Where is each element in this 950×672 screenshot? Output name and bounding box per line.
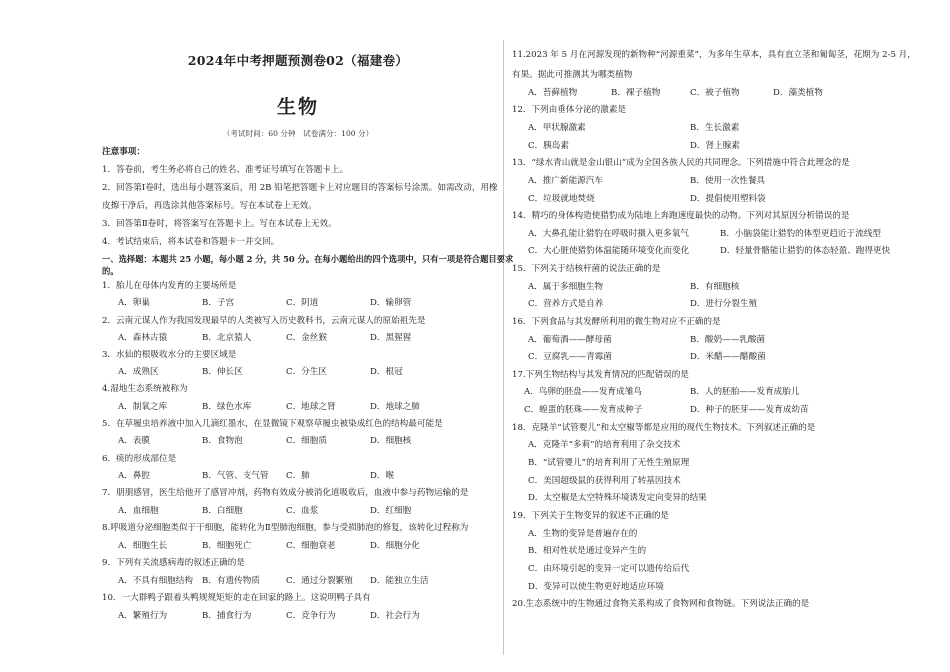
option: B．相对性状是通过变异产生的	[528, 546, 647, 556]
option: D．提倡使用塑料袋	[690, 194, 766, 204]
question-stem: 3．水仙的根吸收水分的主要区域是	[102, 350, 237, 360]
option: D．米醋——醋酸菌	[690, 352, 766, 362]
option-row	[528, 246, 890, 257]
option: A．不具有细胞结构	[118, 576, 193, 586]
option-row	[528, 141, 740, 152]
option: D．细胞分化	[370, 541, 420, 551]
question-stem: 14．精巧的身体构造使猎豹成为陆地上奔跑速度最快的动物。下列对其原因分析错误的是	[512, 211, 850, 221]
question-stem: 2．云南元谋人作为我国发现最早的人类被写入历史教科书，云南元谋人的原始祖先是	[102, 316, 426, 326]
option: C．分生区	[286, 367, 327, 377]
option-row	[528, 335, 765, 346]
notes-heading: 注意事项：	[102, 147, 145, 157]
option: C．大心脏使猎豹体温能随环境变化而变化	[528, 246, 690, 256]
option: B．小脑袋能让猎豹的体型更趋近于流线型	[720, 229, 882, 239]
option: B．白细胞	[202, 506, 243, 516]
option: C．美国超级鼠的获得利用了转基因技术	[528, 476, 681, 486]
option: A．属于多细胞生物	[528, 282, 603, 292]
option: A．制氧之库	[118, 402, 168, 412]
option: D．进行分裂生殖	[690, 299, 758, 309]
option: D．太空椒是太空特殊环境诱发定向变异的结果	[528, 493, 707, 503]
question-stem: 12．下列由垂体分泌的激素是	[512, 105, 627, 115]
option: A．鼻腔	[118, 471, 150, 481]
question-stem: 15．下列关于结核杆菌的说法正确的是	[512, 264, 661, 274]
question-stem: 13．“绿水青山就是金山银山”成为全国各族人民的共同理念。下列措施中符合此理念的是	[512, 158, 850, 168]
option: D．红细胞	[370, 506, 412, 516]
option: C．蝗蛋的胚珠——发育成种子	[524, 405, 643, 415]
option: A．葡萄酒——酵母菌	[528, 335, 612, 345]
option: C．胰岛素	[528, 141, 569, 151]
question-stem: 4.湿地生态系统被称为	[102, 384, 188, 394]
option: C．被子植物	[690, 88, 740, 98]
option-row	[528, 194, 766, 205]
option: B．有遗传物质	[202, 576, 260, 586]
option: B．伸长区	[202, 367, 243, 377]
column-divider	[503, 40, 504, 655]
option: D．能独立生活	[370, 576, 429, 586]
option: D．变异可以使生物更好地适应环境	[528, 582, 664, 592]
question-stem: 10．一大群鸭子跟着头鸭规规矩矩的走在回家的路上。这说明鸭子具有	[102, 593, 371, 603]
option: B．捕食行为	[202, 611, 252, 621]
option: A．森林古猿	[118, 333, 168, 343]
question-stem: 16．下列食品与其发酵所利用的微生物对应不正确的是	[512, 317, 721, 327]
option: B．子宫	[202, 298, 235, 308]
option: A．繁殖行为	[118, 611, 168, 621]
question-stem: 17.下列生物结构与其发育情况的匹配错误的是	[512, 370, 689, 380]
option: A．生物的变异是普遍存在的	[528, 529, 638, 539]
option: A．甲状腺激素	[528, 123, 586, 133]
exam-meta: （考试时间：60 分钟 试卷满分：100 分）	[222, 129, 374, 138]
option: A．成熟区	[118, 367, 159, 377]
option: D．黑猩猩	[370, 333, 412, 343]
section-instruction: 一、选择题：本题共 25 小题，每小题 2 分，共 50 分。在每小题给出的四个选项中，只有一项是符合题目要求	[102, 254, 514, 264]
option: B．气管、支气管	[202, 471, 269, 481]
question-stem: 8.呼吸道分泌细胞类似于干细胞，能转化为Ⅱ型肺泡细胞，参与受损肺泡的修复，该转化过程称为	[102, 523, 469, 533]
option: C．通过分裂繁殖	[286, 576, 353, 586]
option: C．竞争行为	[286, 611, 336, 621]
option: A．卵巢	[118, 298, 150, 308]
option-row	[118, 471, 394, 482]
option: B．人的胚胎——发育成胎儿	[690, 387, 800, 397]
note-line: 3．回答第Ⅱ卷时，将答案写在答题卡上。写在本试卷上无效。	[102, 219, 337, 229]
option-row	[528, 282, 739, 293]
question-stem: 18．克隆羊“试管婴儿”和太空椒等都是应用的现代生物技术。下列叙述正确的是	[512, 423, 816, 433]
option: B．食物泡	[202, 436, 243, 446]
option: D．根冠	[370, 367, 403, 377]
question-stem: 6．痰的形成部位是	[102, 454, 177, 464]
option-row	[528, 88, 823, 99]
option: D．轻量骨骼能让猎豹的体态轻盈、跑得更快	[720, 246, 891, 256]
option: D．肾上腺素	[690, 141, 740, 151]
option: A．苔藓植物	[528, 88, 578, 98]
option: D．喉	[370, 471, 395, 481]
option: B．酸奶——乳酸菌	[690, 335, 766, 345]
option-row	[118, 506, 411, 517]
option: B．裸子植物	[611, 88, 661, 98]
option-row	[524, 387, 799, 398]
option: C．垃圾就地焚烧	[528, 194, 595, 204]
option: D．社会行为	[370, 611, 420, 621]
question-stem: 5．在草履虫培养液中加入几滴红墨水，在显微镜下观察草履虫被染成红色的结构最可能是	[102, 419, 443, 429]
subject-title: 生物	[276, 96, 319, 118]
exam-title: 2024年中考押题预测卷02（福建卷）	[187, 53, 409, 68]
option: C．血浆	[286, 506, 319, 516]
option: A．血细胞	[118, 506, 159, 516]
option: A．鸟卵的胚盘——发育成雏鸟	[524, 387, 642, 397]
option: B．生长激素	[690, 123, 740, 133]
option: D．输卵管	[370, 298, 412, 308]
option-row	[528, 176, 765, 187]
option: B．北京猿人	[202, 333, 252, 343]
option: C．营养方式是自养	[528, 299, 604, 309]
option-row	[528, 299, 757, 310]
option-row	[528, 123, 739, 134]
question-stem: 9．下列有关流感病毒的叙述正确的是	[102, 558, 245, 568]
question-stem: 11.2023 年 5 月在河源发现的新物种“河源重菜”，为多年生草本，具有直立茎和匍匐茎，花期为 2-5 月，	[512, 50, 916, 60]
option-row	[118, 436, 411, 447]
option: A．大鼻孔能让猎豹在呼吸时摄入更多氧气	[528, 229, 689, 239]
note-line: 1．答卷前，考生务必将自己的姓名、准考证号填写在答题卡上。	[102, 165, 349, 175]
option: C．由环境引起的变异一定可以遗传给后代	[528, 564, 690, 574]
option: A．克隆羊“多莉”的培育利用了杂交技术	[528, 440, 681, 450]
option: C．金丝猴	[286, 333, 327, 343]
option: D．种子的胚芽——发育成幼苗	[690, 405, 809, 415]
option: D．地球之肺	[370, 402, 420, 412]
option-row	[118, 402, 420, 413]
option: A．细胞生长	[118, 541, 168, 551]
option: D．藻类植物	[773, 88, 823, 98]
option: C．阴道	[286, 298, 319, 308]
option: C．肺	[286, 471, 310, 481]
option-row	[118, 611, 420, 622]
note-line: 皮擦干净后，再选涂其他答案标号。写在本试卷上无效。	[102, 201, 317, 211]
option: A．推广新能源汽车	[528, 176, 603, 186]
option-row	[528, 352, 766, 363]
option: C．细胞质	[286, 436, 327, 446]
option: B．细胞死亡	[202, 541, 252, 551]
option-row	[528, 229, 881, 240]
note-line: 4．考试结束后，将本试卷和答题卡一并交回。	[102, 237, 280, 247]
option: B．绿色水库	[202, 402, 252, 412]
option: C．豆腐乳——青霉菌	[528, 352, 612, 362]
question-stem: 20.生态系统中的生物通过食物关系构成了食物网和食物链。下列说法正确的是	[512, 599, 810, 609]
option-row	[524, 405, 809, 416]
option: B．使用一次性餐具	[690, 176, 766, 186]
section-instruction: 的。	[102, 266, 119, 276]
option: B．有细胞核	[690, 282, 740, 292]
option: C．地球之肾	[286, 402, 336, 412]
note-line: 2．回答第Ⅰ卷时，选出每小题答案后，用 2B 铅笔把答题卡上对应题目的答案标号涂黑。如需改动，用橡	[102, 183, 498, 193]
option-row	[118, 367, 403, 378]
option: D．细胞核	[370, 436, 412, 446]
option-row	[118, 541, 420, 552]
option: B．“试管婴儿”的培育利用了无性生殖原理	[528, 458, 690, 468]
option-row	[118, 576, 428, 587]
option: C．细胞衰老	[286, 541, 336, 551]
question-stem: 有果。据此可推测其为哪类植物	[512, 70, 633, 80]
question-stem: 7．朋朋感冒，医生给他开了感冒冲剂，药物有效成分被消化道吸收后，血液中参与药物运输的是	[102, 488, 469, 498]
option: A．表膜	[118, 436, 150, 446]
question-stem: 19．下列关于生物变异的叙述不正确的是	[512, 511, 670, 521]
option-row	[118, 333, 411, 344]
question-stem: 1．胎儿在母体内发育的主要场所是	[102, 281, 237, 291]
option-row	[118, 298, 411, 309]
